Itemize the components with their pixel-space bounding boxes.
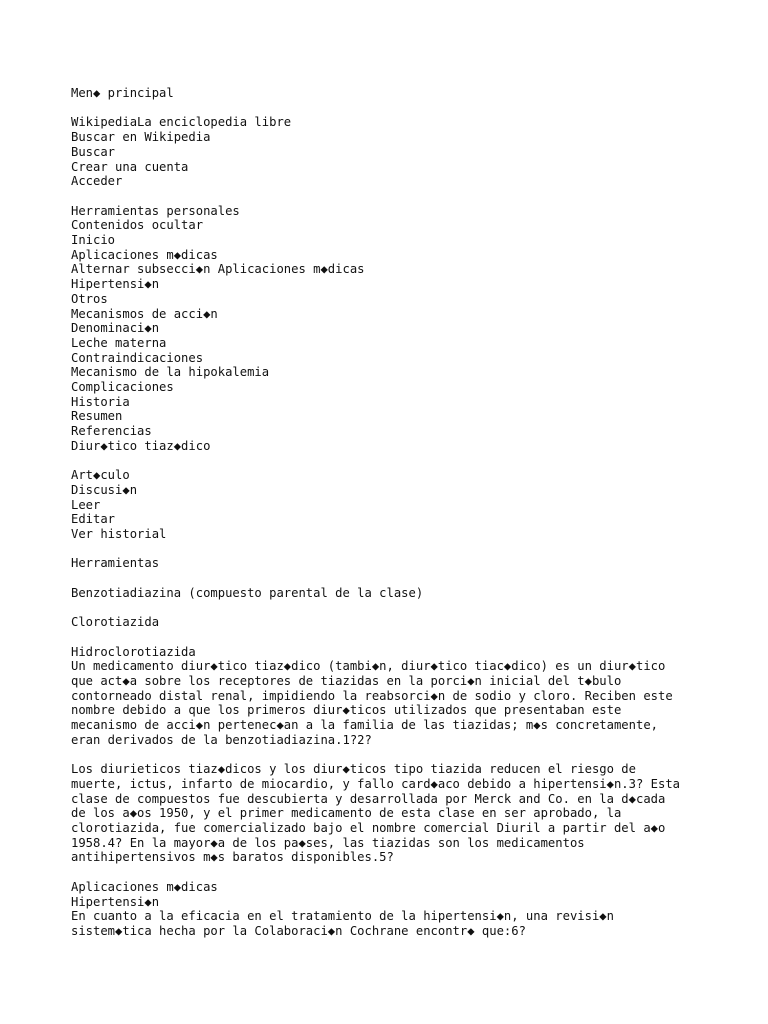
toc-item[interactable]: Diur◆tico tiaz◆dico — [71, 438, 211, 453]
paragraph-line: antihipertensivos m◆s baratos disponibles.5? — [71, 850, 394, 865]
tools-menu[interactable]: Herramientas — [71, 556, 160, 571]
personal-tools-menu[interactable]: Herramientas personales — [71, 203, 240, 218]
wikipedia-logo-link[interactable]: WikipediaLa enciclopedia libre — [71, 115, 292, 130]
search-button[interactable]: Buscar — [71, 144, 116, 159]
spacer — [71, 865, 751, 880]
paragraph-line: En cuanto a la eficacia en el tratamiento de la hipertensi◆n, una revisi◆n — [71, 909, 614, 924]
spacer — [71, 748, 751, 763]
toc-item[interactable]: Referencias — [71, 424, 152, 439]
section-heading: Aplicaciones m◆dicas — [71, 879, 218, 894]
paragraph-line: Los diurieticos tiaz◆dicos y los diur◆ticos tipo tiazida reducen el riesgo de — [71, 762, 636, 777]
tab-edit[interactable]: Editar — [71, 512, 116, 527]
history-paragraph — [71, 762, 751, 865]
search-input-label[interactable]: Buscar en Wikipedia — [71, 130, 211, 145]
tab-article[interactable]: Art◆culo — [71, 468, 130, 483]
image-caption-hidroclorotiazida: Hidroclorotiazida — [71, 644, 196, 659]
toc-item[interactable]: Hipertensi◆n — [71, 277, 160, 292]
paragraph-line: mecanismo de acci◆n pertenec◆an a la familia de las tiazidas; m◆s concretamente, — [71, 718, 658, 733]
paragraph-line: 1958.4? En la mayor◆a de los pa◆ses, las tiazidas son los medicamentos — [71, 835, 585, 850]
table-of-contents — [71, 233, 751, 454]
spacer — [71, 101, 751, 116]
paragraph-line: clase de compuestos fue descubierta y desarrollada por Merck and Co. en la d◆cada — [71, 791, 666, 806]
spacer — [71, 454, 751, 469]
toc-item[interactable]: Resumen — [71, 409, 123, 424]
toc-item[interactable]: Mecanismos de acci◆n — [71, 306, 218, 321]
spacer — [71, 542, 751, 557]
toc-item[interactable]: Denominaci◆n — [71, 321, 160, 336]
paragraph-line: de los a◆os 1950, y el primer medicamento de esta clase en ser aprobado, la — [71, 806, 622, 821]
spacer — [71, 601, 751, 616]
toc-item[interactable]: Leche materna — [71, 335, 167, 350]
toc-item[interactable]: Complicaciones — [71, 380, 174, 395]
toc-item[interactable]: Inicio — [71, 233, 116, 247]
paragraph-line: clorotiazida, fue comercializado bajo el nombre comercial Diuril a partir del a◆o — [71, 821, 666, 836]
login-link[interactable]: Acceder — [71, 174, 123, 189]
main-menu-link[interactable]: Men◆ principal — [71, 86, 174, 100]
toc-item[interactable]: Historia — [71, 394, 130, 409]
tab-discussion[interactable]: Discusi◆n — [71, 482, 138, 497]
image-caption-clorotiazida: Clorotiazida — [71, 615, 160, 630]
paragraph-line: Un medicamento diur◆tico tiaz◆dico (tambi◆n, diur◆tico tiac◆dico) es un diur◆tico — [71, 659, 666, 674]
toc-item[interactable]: Aplicaciones m◆dicas — [71, 247, 218, 262]
tab-read[interactable]: Leer — [71, 497, 101, 512]
paragraph-line: nombre debido a que los primeros diur◆ticos utilizados que presentaban este — [71, 703, 622, 718]
toc-item[interactable]: Alternar subsecci◆n Aplicaciones m◆dicas — [71, 262, 365, 277]
toc-item[interactable]: Otros — [71, 291, 108, 306]
paragraph-line: muerte, ictus, infarto de miocardio, y fallo card◆aco debido a hipertensi◆n.3? Esta — [71, 776, 681, 791]
toc-hide-toggle[interactable]: Contenidos ocultar — [71, 218, 204, 233]
intro-paragraph — [71, 659, 751, 747]
spacer — [71, 189, 751, 204]
paragraph-line: eran derivados de la benzotiadiazina.1?2? — [71, 732, 372, 747]
spacer — [71, 571, 751, 586]
paragraph-line: sistem◆tica hecha por la Colaboraci◆n Cochrane encontr◆ que:6? — [71, 923, 526, 938]
document-text — [71, 86, 751, 939]
toc-item[interactable]: Contraindicaciones — [71, 350, 204, 365]
create-account-link[interactable]: Crear una cuenta — [71, 159, 189, 174]
toc-item[interactable]: Mecanismo de la hipokalemia — [71, 365, 270, 380]
image-caption-benzotiadiazina: Benzotiadiazina (compuesto parental de la clase) — [71, 585, 424, 600]
paragraph-line: que act◆a sobre los receptores de tiazidas en la porci◆n inicial del t◆bulo — [71, 674, 622, 689]
section-paragraph — [71, 909, 751, 938]
subsection-heading: Hipertensi◆n — [71, 894, 160, 909]
spacer — [71, 630, 751, 645]
tab-history[interactable]: Ver historial — [71, 527, 167, 542]
paragraph-line: contorneado distal renal, impidiendo la reabsorci◆n de sodio y cloro. Reciben este — [71, 688, 673, 703]
